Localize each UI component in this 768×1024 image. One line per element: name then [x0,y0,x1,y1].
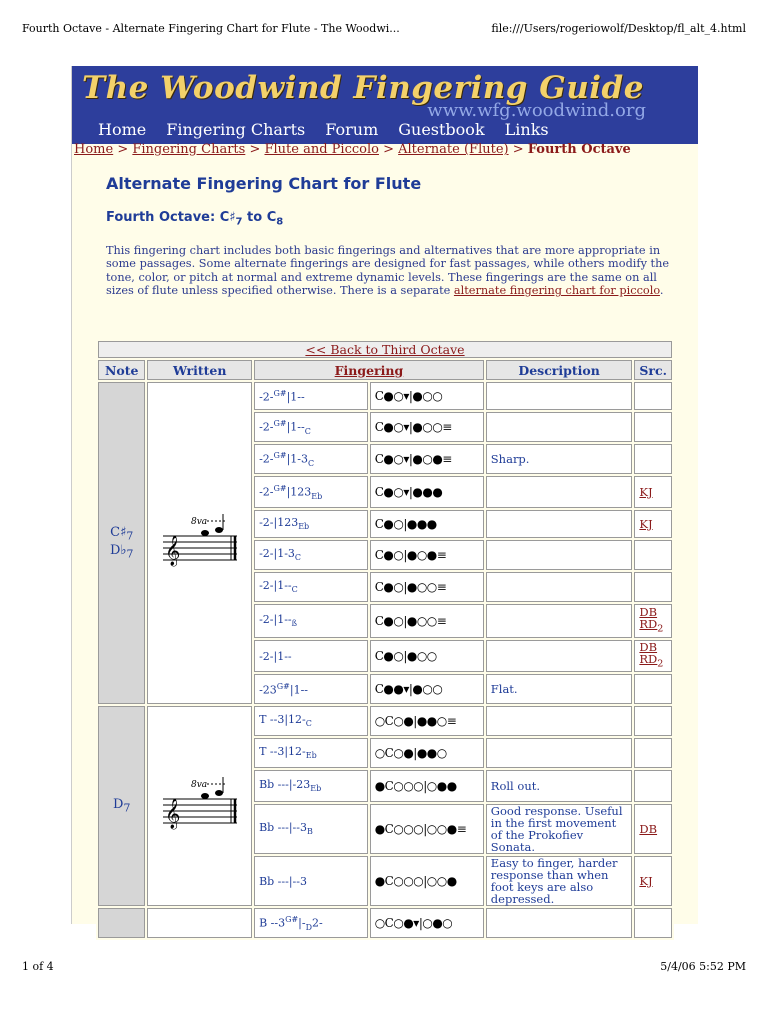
back-link-row [98,341,672,358]
fingering-diagram: C●○▾|●○●≡ [370,444,484,474]
fingering-diagram: C●○▾|●○○ [370,382,484,410]
fingering-table [96,339,674,940]
fingering-diagram: ○C○●▾|○●○ [370,908,484,938]
source-cell [634,856,672,906]
source-cell [634,444,672,474]
fingering-code: $-2-|1-3_C$ [254,540,368,570]
note-cell [98,908,145,938]
note-cell: $C♯_7$ $D♭_7$ [98,382,145,704]
table-row [98,382,672,410]
breadcrumb-home[interactable]: Home [74,142,114,157]
source-cell [634,604,672,638]
note-cell: $D_7$ [98,706,145,906]
source-cell [634,640,672,672]
source-link[interactable]: $RD_2$ [639,617,664,635]
description-cell [486,382,633,410]
intro-paragraph: This fingering chart includes both basic fingerings and alternatives that are more appropriate in some passages. Some alternate fingerings are designed for fast passages, while others modify the tone, color, or pitch at normal and extreme dynamic levels. These fingerings are the same on all sizes of flute unless specified otherwise. There is a separate alternate fingering chart for piccolo. [106,244,670,298]
description-cell: Sharp. [486,444,633,474]
source-cell [634,476,672,508]
source-cell [634,804,672,854]
description-cell [486,572,633,602]
description-cell: Roll out. [486,770,633,802]
fingering-code: $-2-^{G\#}|1--_C$ [254,412,368,442]
description-cell [486,476,633,508]
table-row [98,908,672,938]
fingering-code: $-23^{G\#}|1--$ [254,674,368,704]
written-staff [147,382,252,704]
svg-text:𝄞: 𝄞 [164,798,181,829]
description-cell [486,604,633,638]
fingering-code: Bb $---|-23_{Eb}$ [254,770,368,802]
nav-links[interactable]: Links [504,120,549,139]
description-cell [486,908,633,938]
ottava-label: 8va [190,516,207,527]
fingering-diagram: ●C○○○|○●● [370,770,484,802]
print-footer [22,960,746,976]
print-header [22,22,746,38]
fingering-code: $-2-|123_{Eb}$ [254,510,368,538]
fingering-code: T $--3|12-_C$ [254,706,368,736]
fingering-diagram: C●○|●●● [370,510,484,538]
nav-fingering-charts[interactable]: Fingering Charts [166,120,306,139]
fingering-diagram: C●○|●○○≡ [370,572,484,602]
fingering-diagram: C●○|●○●≡ [370,540,484,570]
fingering-diagram: ●C○○○|○○●≡ [370,804,484,854]
breadcrumb-flute-piccolo[interactable]: Flute and Piccolo [264,142,379,157]
col-header-fingering: Fingering [254,360,484,380]
print-page-count: 1 of 4 [22,960,54,973]
description-cell: Good response. Useful in the first movement of the Prokofiev Sonata. [486,804,633,854]
col-header-written: Written [147,360,252,380]
source-cell [634,540,672,570]
source-cell [634,572,672,602]
print-file-path: file:///Users/rogeriowolf/Desktop/fl_alt_4.html [491,22,746,35]
fingering-code: $-2-^{G\#}|123_{Eb}$ [254,476,368,508]
written-staff [147,908,252,938]
source-cell [634,908,672,938]
breadcrumb-current: Fourth Octave [527,142,631,157]
fingering-diagram: C●○|●○○≡ [370,604,484,638]
nav-guestbook[interactable]: Guestbook [398,120,485,139]
fingering-diagram: C●●▾|●○○ [370,674,484,704]
fingering-diagram: ○C○●|●●○ [370,738,484,768]
source-link[interactable]: DB [639,605,658,620]
source-link[interactable]: KJ [639,874,653,888]
page-title: Alternate Fingering Chart for Flute [106,174,422,193]
col-header-note: Note [98,360,145,380]
breadcrumb-fingering-charts[interactable]: Fingering Charts [132,142,246,157]
fingering-code: -2-$^{G\#}$|1-- [254,382,368,410]
piccolo-chart-link[interactable]: alternate fingering chart for piccolo [453,284,660,298]
source-cell [634,738,672,768]
source-link[interactable]: $RD_2$ [639,652,664,670]
site-nav [98,120,549,139]
source-cell [634,382,672,410]
nav-home[interactable]: Home [98,120,147,139]
print-timestamp: 5/4/06 5:52 PM [660,960,746,973]
back-to-third-octave-link[interactable]: << Back to Third Octave [305,342,465,357]
fingering-diagram: C●○|●○○ [370,640,484,672]
site-banner [72,66,698,144]
print-page-title: Fourth Octave - Alternate Fingering Chart for Flute - The Woodwi... [22,22,400,35]
description-cell: Easy to finger, harder response than when foot keys are also depressed. [486,856,633,906]
table-header-row [98,360,672,380]
source-cell [634,674,672,704]
description-cell [486,706,633,736]
source-link[interactable]: DB [639,640,658,655]
source-link[interactable]: DB [639,822,658,836]
description-cell [486,510,633,538]
site-url: www.wfg.woodwind.org [427,100,646,121]
breadcrumb-alternate-flute[interactable]: Alternate (Flute) [398,142,509,157]
source-cell [634,770,672,802]
fingering-code: -2-|1-- [254,640,368,672]
web-page [71,66,698,932]
fingering-code: Bb ---|--3 [254,856,368,906]
source-cell [634,412,672,442]
description-cell: Flat. [486,674,633,704]
source-cell [634,706,672,736]
fingering-code: $-2-^{G\#}|1-3_C$ [254,444,368,474]
svg-text:𝄞: 𝄞 [164,535,181,566]
site-logo-title: The Woodwind Fingering Guide [82,70,644,106]
nav-forum[interactable]: Forum [325,120,379,139]
ottava-label: 8va [190,779,207,790]
col-header-description: Description [486,360,633,380]
table-row [98,706,672,736]
col-header-src: Src. [634,360,672,380]
fingering-code: Bb $---|--3_B$ [254,804,368,854]
fingering-diagram: C●○▾|●●● [370,476,484,508]
source-link[interactable]: KJ [639,485,653,499]
page-subtitle: Fourth Octave: $C♯_7$ to $C_8$ [106,210,284,228]
description-cell [486,738,633,768]
description-cell [486,640,633,672]
fingering-code: $-2-|1--_ß$ [254,604,368,638]
fingering-diagram: ●C○○○|○○● [370,856,484,906]
fingering-diagram: ○C○●|●●○≡ [370,706,484,736]
source-cell [634,510,672,538]
description-cell [486,540,633,570]
fingering-code: T $--3|12-_{Eb}$ [254,738,368,768]
breadcrumb: Home > Fingering Charts > Flute and Piccolo > Alternate (Flute) > Fourth Octave [74,142,631,157]
written-staff [147,706,252,906]
fingering-diagram: C●○▾|●○○≡ [370,412,484,442]
source-link[interactable]: KJ [639,517,653,531]
fingering-code: B $--3^{G\#}|-_D2-$ [254,908,368,938]
description-cell [486,412,633,442]
fingering-code: $-2-|1--_C$ [254,572,368,602]
